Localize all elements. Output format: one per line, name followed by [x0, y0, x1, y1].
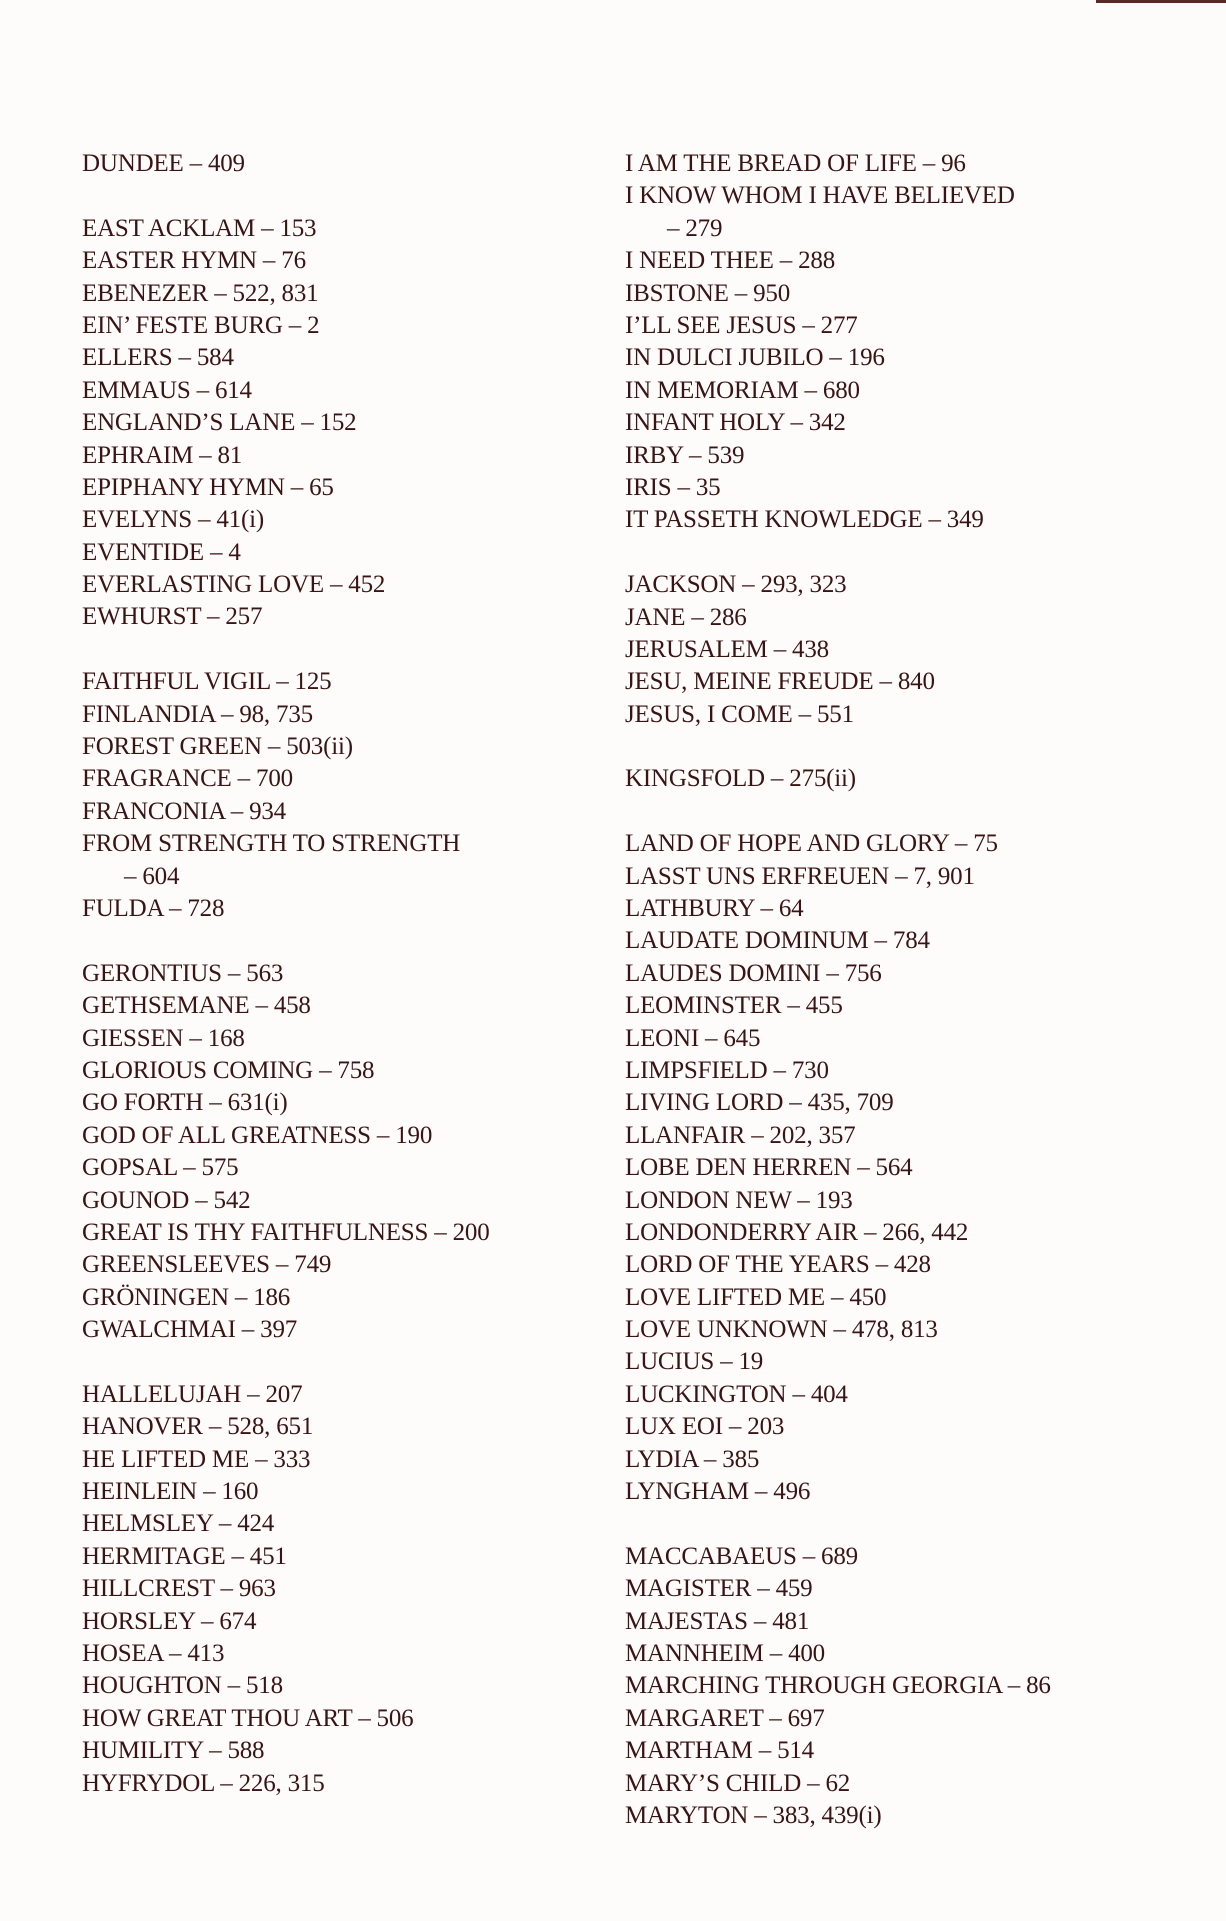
tune-entry-text: IN MEMORIAM – 680: [625, 376, 860, 404]
index-entry: [82, 213, 602, 245]
tune-entry-text: LAUDES DOMINI – 756: [625, 959, 882, 987]
tune-entry-text: LATHBURY – 64: [625, 895, 804, 923]
index-entry: [625, 1703, 1225, 1735]
tune-entry-text: MARYTON – 383, 439(i): [625, 1801, 882, 1829]
tune-entry-text: EVERLASTING LOVE – 452: [82, 571, 386, 599]
index-entry: [82, 1768, 602, 1800]
tune-entry-text: LUX EOI – 203: [625, 1413, 785, 1441]
tune-entry-text: KINGSFOLD – 275(ii): [625, 765, 856, 793]
index-entry: [625, 763, 1225, 795]
index-entry: [82, 1411, 602, 1443]
index-entry: [82, 1055, 602, 1087]
index-entry: [82, 1541, 602, 1573]
tune-entry-text: GWALCHMAI – 397: [82, 1316, 298, 1344]
index-entry: [82, 342, 602, 374]
index-entry: [625, 148, 1225, 180]
tune-entry-text: HUMILITY – 588: [82, 1737, 265, 1765]
index-entry: [82, 699, 602, 731]
tune-entry-text: EPIPHANY HYMN – 65: [82, 473, 334, 501]
tune-entry-text: FOREST GREEN – 503(ii): [82, 733, 353, 761]
index-entry: [625, 1346, 1225, 1378]
tune-entry-text: I’LL SEE JESUS – 277: [625, 311, 858, 339]
tune-entry-text: HOUGHTON – 518: [82, 1672, 283, 1700]
index-entry: [625, 893, 1225, 925]
index-entry: [625, 1444, 1225, 1476]
tune-entry-text: GRÖNINGEN – 186: [82, 1283, 291, 1311]
index-entry: [625, 1800, 1225, 1832]
index-entry: [625, 1055, 1225, 1087]
index-entry: [625, 1249, 1225, 1281]
tune-entry-text: JERUSALEM – 438: [625, 635, 829, 663]
tune-entry-text: EVENTIDE – 4: [82, 538, 241, 566]
tune-entry-text: LAND OF HOPE AND GLORY – 75: [625, 830, 998, 858]
index-entry: [82, 1087, 602, 1119]
index-entry: [82, 731, 602, 763]
index-entry: [82, 1476, 602, 1508]
tune-entry-text: FULDA – 728: [82, 895, 225, 923]
tune-entry-text: EWHURST – 257: [82, 603, 263, 631]
tune-entry-text: IRBY – 539: [625, 441, 745, 469]
index-entry: [625, 602, 1225, 634]
index-entry: [625, 504, 1225, 536]
index-entry: [625, 666, 1225, 698]
index-entry: [625, 1606, 1225, 1638]
index-entry: [82, 1670, 602, 1702]
section-gap: [82, 180, 602, 212]
tune-entry-text: LOVE LIFTED ME – 450: [625, 1283, 887, 1311]
index-entry: [625, 990, 1225, 1022]
tune-entry-text: I AM THE BREAD OF LIFE – 96: [625, 150, 966, 177]
section-gap: [82, 925, 602, 957]
index-entry: [82, 245, 602, 277]
index-entry: [625, 1314, 1225, 1346]
tune-entry-text: MARGARET – 697: [625, 1704, 825, 1732]
index-entry: [82, 1508, 602, 1540]
index-entry: [82, 1185, 602, 1217]
index-entry: [82, 601, 602, 633]
tune-entry-text: FRANCONIA – 934: [82, 797, 286, 825]
tune-entry-text: LEOMINSTER – 455: [625, 992, 843, 1020]
index-entry: [625, 1152, 1225, 1184]
index-entry: [82, 569, 602, 601]
tune-entry-text: JESUS, I COME – 551: [625, 700, 854, 728]
tune-entry-text: ENGLAND’S LANE – 152: [82, 409, 357, 437]
index-entry: [625, 1768, 1225, 1800]
tune-entry-text: HYFRYDOL – 226, 315: [82, 1769, 325, 1797]
index-entry: [82, 1023, 602, 1055]
index-entry: [625, 634, 1225, 666]
index-entry: [82, 1152, 602, 1184]
index-entry: [82, 375, 602, 407]
tune-entry-text: LOVE UNKNOWN – 478, 813: [625, 1316, 938, 1344]
tune-entry-text: I KNOW WHOM I HAVE BELIEVED: [625, 182, 1015, 210]
tune-entry-text: GETHSEMANE – 458: [82, 992, 311, 1020]
index-entry: [82, 666, 602, 698]
index-entry: [625, 1023, 1225, 1055]
section-gap: [625, 796, 1225, 828]
tune-entry-text: FINLANDIA – 98, 735: [82, 700, 313, 728]
tune-entry-text: MAGISTER – 459: [625, 1575, 813, 1603]
tune-entry-text: EMMAUS – 614: [82, 376, 252, 404]
tune-entry-text: GO FORTH – 631(i): [82, 1089, 288, 1117]
index-entry: [82, 828, 602, 893]
index-entry: [625, 245, 1225, 277]
tune-entry-text: IT PASSETH KNOWLEDGE – 349: [625, 506, 984, 534]
tune-entry-text: LONDON NEW – 193: [625, 1186, 853, 1214]
index-entry: [625, 375, 1225, 407]
index-entry: [82, 504, 602, 536]
index-entry: [625, 861, 1225, 893]
tune-entry-text: JESU, MEINE FREUDE – 840: [625, 668, 935, 696]
index-entry: [82, 1444, 602, 1476]
tune-entry-text: MARTHAM – 514: [625, 1737, 814, 1765]
tune-entry-text: LYDIA – 385: [625, 1445, 760, 1473]
index-entry: [625, 1120, 1225, 1152]
index-entry: [82, 1379, 602, 1411]
index-entry: [625, 342, 1225, 374]
tune-entry-text: EPHRAIM – 81: [82, 441, 243, 469]
index-entry: [625, 1379, 1225, 1411]
tune-entry-text: FAITHFUL VIGIL – 125: [82, 668, 332, 696]
index-entry: [82, 1573, 602, 1605]
page-edge-mark: [1096, 0, 1226, 3]
index-entry: [82, 1606, 602, 1638]
tune-entry-text: HALLELUJAH – 207: [82, 1380, 303, 1408]
tune-entry-text: FROM STRENGTH TO STRENGTH: [82, 830, 461, 858]
tune-entry-text: EBENEZER – 522, 831: [82, 279, 319, 307]
index-entry: [625, 1541, 1225, 1573]
index-entry: [82, 472, 602, 504]
index-entry: [625, 1185, 1225, 1217]
left-index-column: [82, 148, 602, 1800]
tune-entry-text: LEONI – 645: [625, 1024, 761, 1052]
tune-entry-text: GERONTIUS – 563: [82, 959, 284, 987]
tune-entry-text: JACKSON – 293, 323: [625, 571, 847, 599]
tune-entry-text: JANE – 286: [625, 603, 747, 631]
section-gap: [625, 731, 1225, 763]
index-entry: [625, 310, 1225, 342]
tune-entry-text: GOPSAL – 575: [82, 1154, 239, 1182]
tune-entry-text: LUCKINGTON – 404: [625, 1380, 848, 1408]
tune-entry-text: HORSLEY – 674: [82, 1607, 257, 1635]
tune-entry-text: LIVING LORD – 435, 709: [625, 1089, 894, 1117]
index-entry: [82, 893, 602, 925]
index-entry: [82, 958, 602, 990]
tune-entry-text: MARY’S CHILD – 62: [625, 1769, 851, 1797]
tune-entry-text: GIESSEN – 168: [82, 1024, 245, 1052]
index-entry: [82, 440, 602, 472]
tune-entry-text: GREAT IS THY FAITHFULNESS – 200: [82, 1218, 490, 1246]
index-entry: [625, 1282, 1225, 1314]
index-entry: [82, 1120, 602, 1152]
tune-entry-text: LONDONDERRY AIR – 266, 442: [625, 1218, 969, 1246]
section-gap: [625, 537, 1225, 569]
index-entry: [82, 796, 602, 828]
tune-entry-text: EVELYNS – 41(i): [82, 506, 264, 534]
index-entry: [625, 1638, 1225, 1670]
section-gap: [82, 634, 602, 666]
index-entry: [82, 1703, 602, 1735]
index-entry: [625, 278, 1225, 310]
tune-entry-text: HANOVER – 528, 651: [82, 1413, 314, 1441]
index-entry: [625, 1411, 1225, 1443]
tune-entry-text: LAUDATE DOMINUM – 784: [625, 927, 930, 955]
tune-entry-continuation: – 279: [667, 214, 723, 242]
index-entry: [625, 699, 1225, 731]
tune-entry-text: MANNHEIM – 400: [625, 1640, 825, 1667]
tune-entry-text: EASTER HYMN – 76: [82, 247, 306, 275]
index-entry: [625, 1735, 1225, 1767]
index-entry: [625, 180, 1225, 245]
tune-entry-text: HE LIFTED ME – 333: [82, 1445, 311, 1473]
tune-entry-text: LLANFAIR – 202, 357: [625, 1121, 856, 1149]
index-entry: [82, 1249, 602, 1281]
index-entry: [625, 1476, 1225, 1508]
index-entry: [82, 763, 602, 795]
tune-entry-text: ELLERS – 584: [82, 344, 234, 372]
index-entry: [82, 1217, 602, 1249]
tune-entry-text: HILLCREST – 963: [82, 1575, 276, 1603]
index-entry: [625, 925, 1225, 957]
tune-entry-text: LOBE DEN HERREN – 564: [625, 1154, 913, 1182]
tune-entry-text: MAJESTAS – 481: [625, 1607, 810, 1635]
index-entry: [82, 1314, 602, 1346]
tune-entry-text: LORD OF THE YEARS – 428: [625, 1251, 931, 1279]
tune-entry-text: HEINLEIN – 160: [82, 1478, 259, 1506]
tune-entry-text: FRAGRANCE – 700: [82, 765, 293, 793]
tune-entry-text: EIN’ FESTE BURG – 2: [82, 311, 320, 339]
tune-entry-text: LASST UNS ERFREUEN – 7, 901: [625, 862, 975, 890]
index-entry: [625, 407, 1225, 439]
tune-entry-continuation: – 604: [124, 862, 180, 890]
index-entry: [625, 958, 1225, 990]
index-entry: [82, 407, 602, 439]
index-entry: [82, 537, 602, 569]
tune-entry-text: MACCABAEUS – 689: [625, 1542, 858, 1570]
section-gap: [625, 1508, 1225, 1540]
index-entry: [625, 1087, 1225, 1119]
index-entry: [625, 1217, 1225, 1249]
tune-entry-text: DUNDEE – 409: [82, 150, 245, 177]
tune-entry-text: IBSTONE – 950: [625, 279, 791, 307]
tune-entry-text: GREENSLEEVES – 749: [82, 1251, 332, 1279]
tune-entry-text: I NEED THEE – 288: [625, 247, 835, 275]
tune-entry-text: HELMSLEY – 424: [82, 1510, 275, 1538]
tune-entry-text: GOUNOD – 542: [82, 1186, 251, 1214]
index-entry: [625, 828, 1225, 860]
section-gap: [82, 1346, 602, 1378]
index-entry: [82, 148, 602, 180]
index-entry: [82, 990, 602, 1022]
index-entry: [82, 1282, 602, 1314]
tune-entry-text: IRIS – 35: [625, 473, 721, 501]
index-entry: [625, 569, 1225, 601]
index-entry: [82, 1735, 602, 1767]
tune-entry-text: EAST ACKLAM – 153: [82, 214, 317, 242]
tune-entry-text: MARCHING THROUGH GEORGIA – 86: [625, 1672, 1051, 1700]
index-entry: [625, 1670, 1225, 1702]
right-index-column: [625, 148, 1225, 1832]
index-entry: [625, 1573, 1225, 1605]
tune-entry-text: LYNGHAM – 496: [625, 1478, 811, 1506]
tune-entry-text: GOD OF ALL GREATNESS – 190: [82, 1121, 433, 1149]
tune-entry-text: HOSEA – 413: [82, 1640, 225, 1667]
index-entry: [625, 440, 1225, 472]
tune-entry-text: IN DULCI JUBILO – 196: [625, 344, 885, 372]
tune-entry-text: INFANT HOLY – 342: [625, 409, 846, 437]
tune-entry-text: LUCIUS – 19: [625, 1348, 764, 1376]
index-entry: [625, 472, 1225, 504]
index-entry: [82, 1638, 602, 1670]
tune-entry-text: LIMPSFIELD – 730: [625, 1056, 829, 1084]
index-entry: [82, 278, 602, 310]
index-entry: [82, 310, 602, 342]
tune-entry-text: HERMITAGE – 451: [82, 1542, 287, 1570]
tune-entry-text: GLORIOUS COMING – 758: [82, 1056, 375, 1084]
tune-entry-text: HOW GREAT THOU ART – 506: [82, 1704, 414, 1732]
